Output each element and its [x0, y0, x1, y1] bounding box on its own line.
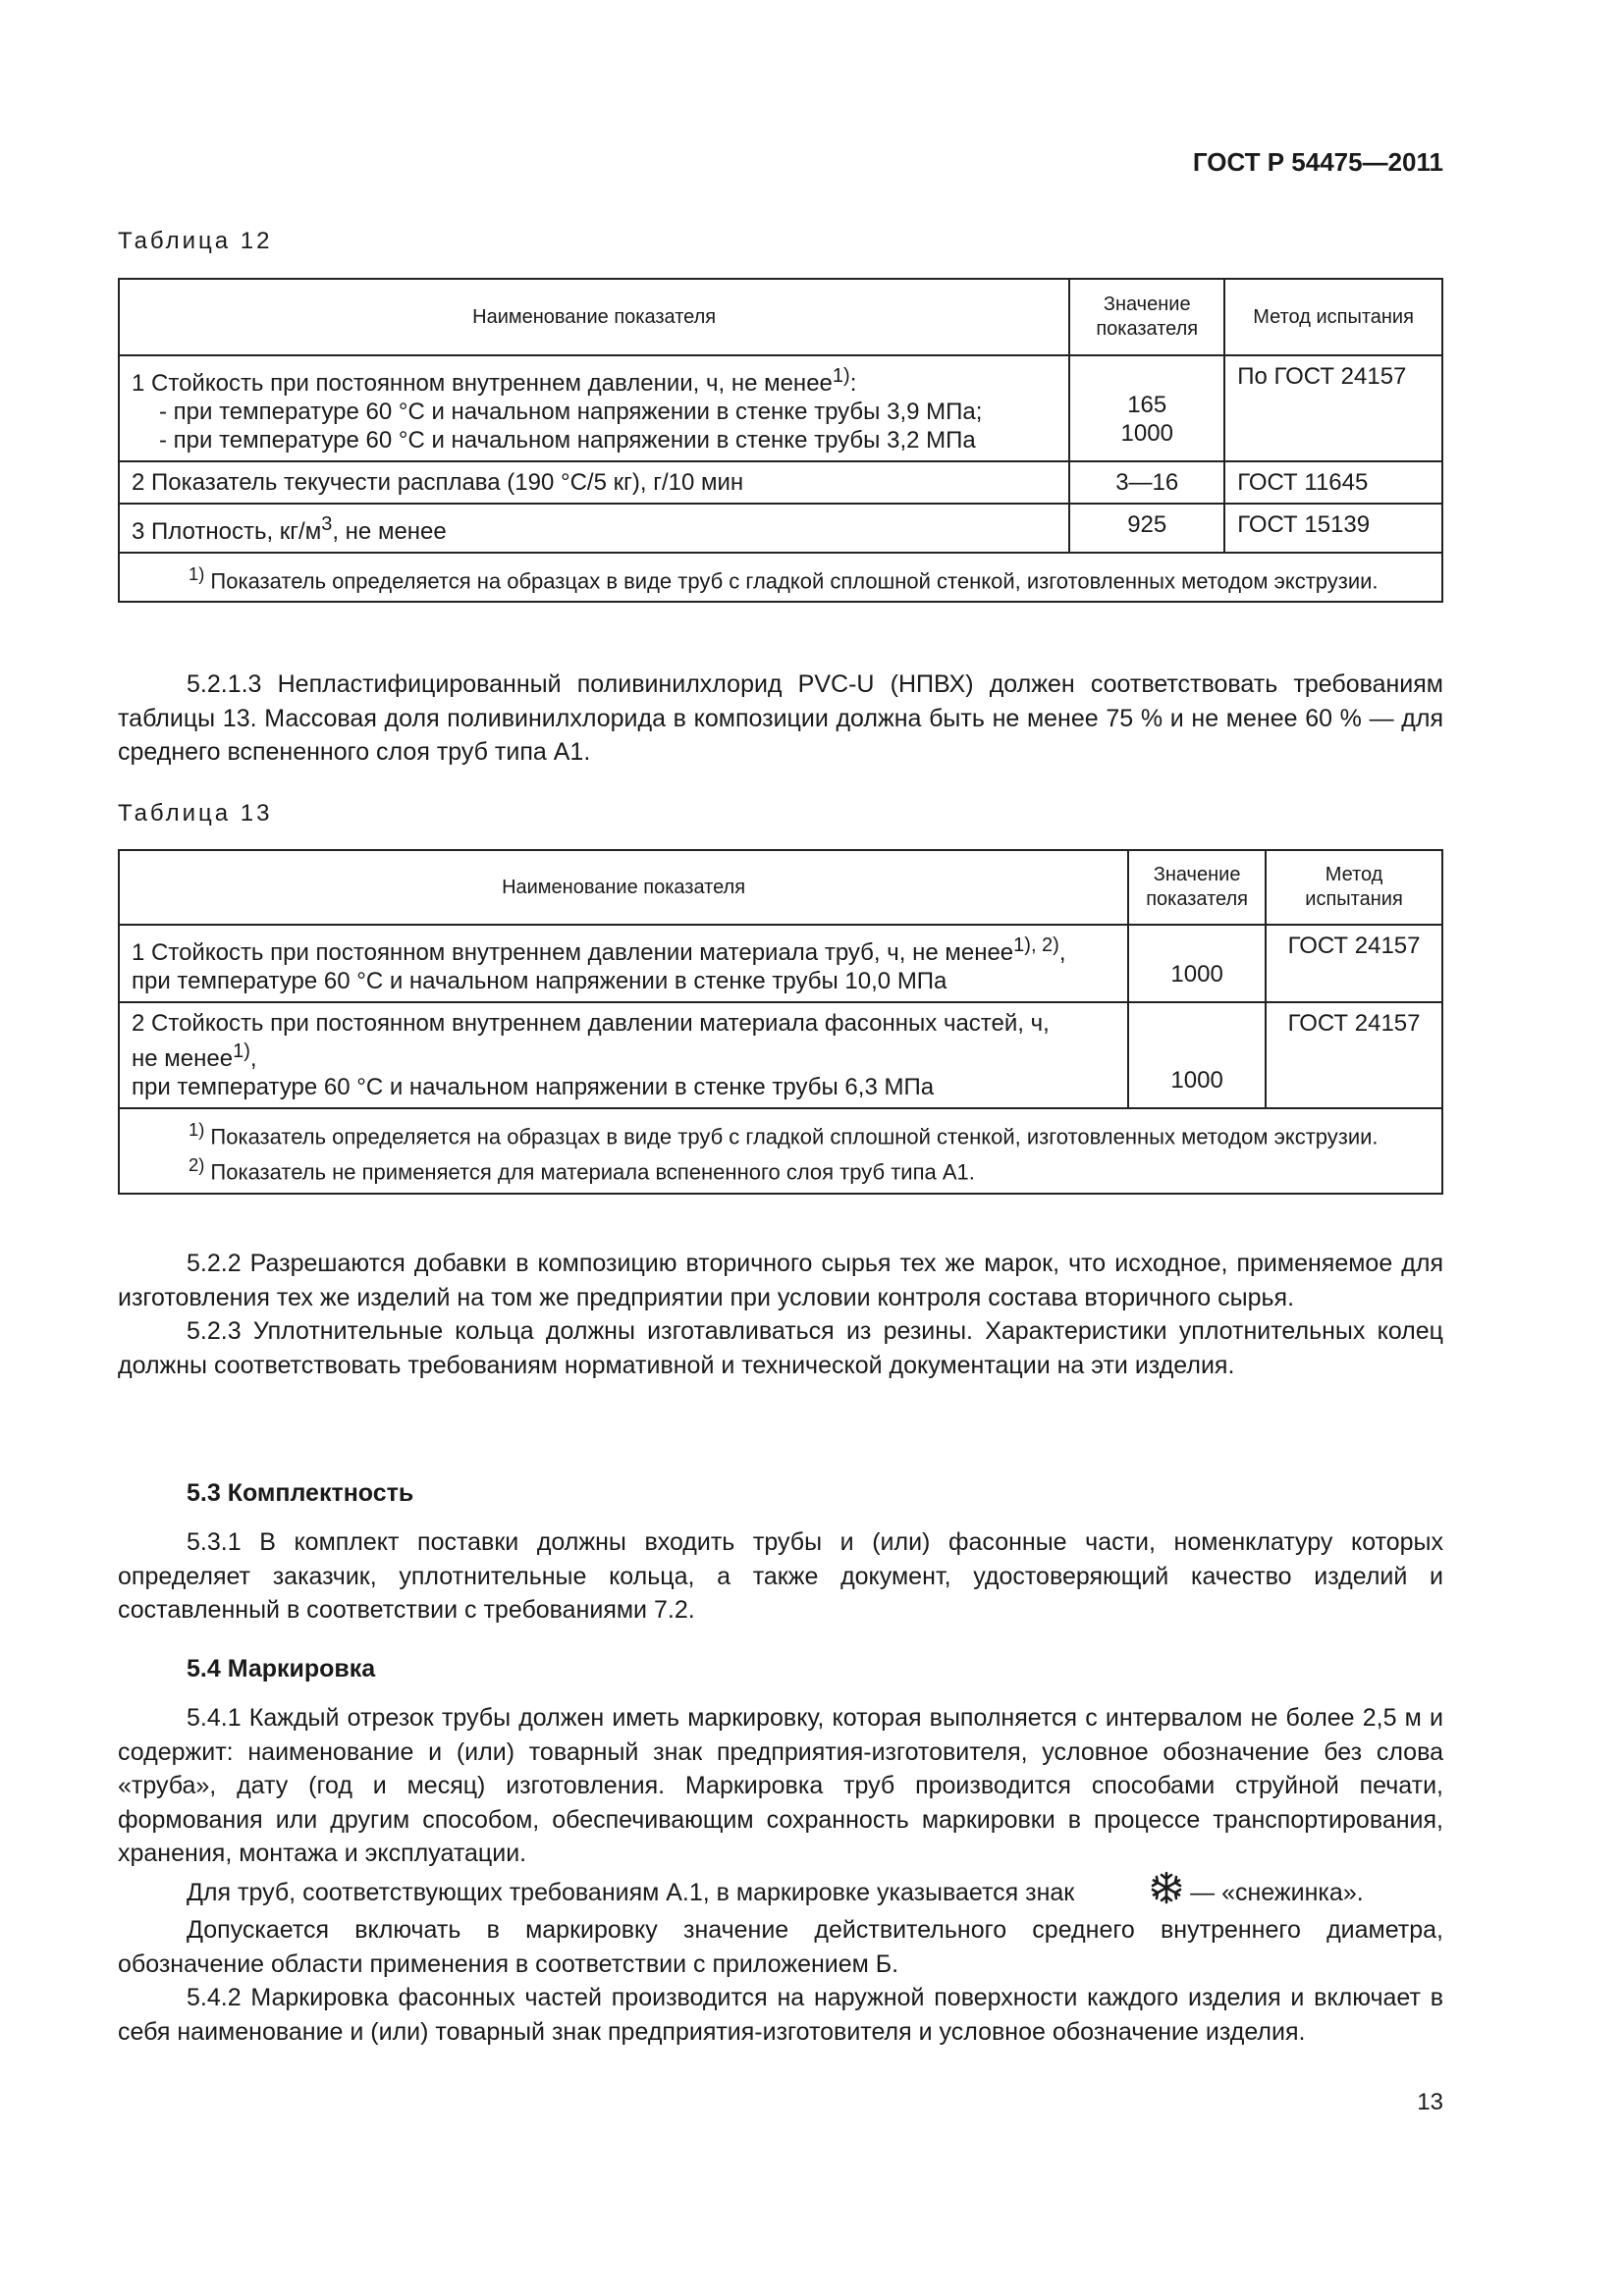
row-name-text: не менее	[132, 1045, 234, 1072]
column-header-method-line2: испытания	[1305, 888, 1403, 910]
column-header-value-line1: Значение	[1103, 294, 1191, 315]
value-2: 1000	[1120, 420, 1173, 447]
row-value	[1128, 1002, 1266, 1108]
table-row	[119, 925, 1442, 1002]
paragraph-5-2-2-5-2-3	[118, 1247, 1443, 1382]
value: 1000	[1170, 1067, 1223, 1094]
column-header-value	[1069, 279, 1224, 355]
row-name-text: ,	[1058, 939, 1066, 966]
row-method: По ГОСТ 24157	[1224, 355, 1442, 461]
paragraph-5-4-1-c: Допускается включать в маркировку значение действительного среднего внутреннего диаметра, обозначение области применения в соответствии с приложением Б.	[118, 1916, 1443, 1978]
table-13-caption: Таблица 13	[118, 800, 273, 827]
row-name	[119, 355, 1069, 461]
table-row	[119, 355, 1442, 461]
paragraph-5-2-3: 5.2.3 Уплотнительные кольца должны изготавливаться из резины. Характеристики уплотнительных колец должны соответствовать требованиям нормативной и технической документации на эти изделия.	[118, 1317, 1443, 1379]
row-name	[119, 925, 1128, 1002]
row-name	[119, 504, 1069, 553]
value-1: 165	[1127, 392, 1167, 418]
footnote-ref: 1)	[233, 1041, 250, 1062]
column-header-method	[1266, 850, 1442, 925]
table-row	[119, 504, 1442, 553]
footnote-mark: 1)	[189, 563, 205, 584]
footnote-2	[132, 1150, 1430, 1186]
table-header-row	[119, 850, 1442, 925]
row-method: ГОСТ 11645	[1224, 461, 1442, 504]
footnote-mark: 1)	[189, 1119, 205, 1140]
snowflake-icon	[1081, 1871, 1183, 1914]
row-title: 1 Стойкость при постоянном внутреннем давлении, ч, не менее	[132, 370, 833, 397]
row-name-text: 1 Стойкость при постоянном внутреннем давлении материала труб, ч, не менее	[132, 939, 1014, 966]
footnote-mark: 2)	[189, 1154, 205, 1176]
row-condition: при температуре 60 °С и начальном напряжении в стенке трубы 10,0 МПа	[132, 968, 947, 994]
row-value	[1069, 355, 1224, 461]
column-header-value	[1128, 850, 1266, 925]
paragraph-5-2-2: 5.2.2 Разрешаются добавки в композицию вторичного сырья тех же марок, что исходное, применяемое для изготовления тех же изделий на том же предприятии при условии контроля состава вторичного сырья.	[118, 1250, 1443, 1311]
value: 1000	[1170, 961, 1223, 988]
table-12	[118, 278, 1443, 603]
table-row	[119, 461, 1442, 504]
table-footnote	[119, 553, 1442, 602]
paragraph-snowflake	[118, 1871, 1443, 1914]
column-header-name: Наименование показателя	[119, 850, 1128, 925]
table-note-row	[119, 1108, 1442, 1194]
row-name: 2 Показатель текучести расплава (190 °С/5 кг), г/10 мин	[119, 461, 1069, 504]
paragraph-5-3-1	[118, 1525, 1443, 1628]
footnote-text: Показатель определяется на образцах в виде труб с гладкой сплошной стенкой, изготовленных методом экструзии.	[204, 1124, 1379, 1149]
snowflake-text-b: — «снежинка».	[1190, 1878, 1364, 1906]
row-name-text: 2 Стойкость при постоянном внутреннем давлении материала фасонных частей, ч,	[132, 1010, 1050, 1037]
superscript: 3	[321, 513, 333, 535]
footnote-ref: 1)	[832, 365, 850, 387]
paragraph-5-4	[118, 1701, 1443, 2049]
paragraph-5-2-1-3	[118, 667, 1443, 770]
row-title-colon: :	[849, 370, 857, 397]
snowflake-text-a: Для труб, соответствующих требованиям А.1, в маркировке указывается знак	[187, 1878, 1075, 1906]
section-heading-5-4: 5.4 Маркировка	[187, 1655, 376, 1682]
footnote-text: Показатель не применяется для материала вспененного слоя труб типа А1.	[204, 1159, 975, 1185]
footnote-1	[132, 1115, 1430, 1150]
section-heading-5-3: 5.3 Комплектность	[187, 1479, 414, 1507]
paragraph-text: 5.3.1 В комплект поставки должны входить трубы и (или) фасонные части, номенклатуру которых определяет заказчик, уплотнительные кольца, а также документ, удостоверяющий качество изделий и составленный в соответствии с требованиями 7.2.	[118, 1528, 1443, 1624]
table-footnotes	[119, 1108, 1442, 1194]
row-name-text: , не менее	[332, 518, 447, 545]
row-method: ГОСТ 24157	[1266, 1002, 1442, 1108]
column-header-method-line1: Метод	[1325, 864, 1383, 885]
table-row	[119, 1002, 1442, 1108]
table-12-caption: Таблица 12	[118, 228, 273, 254]
footnote-text: Показатель определяется на образцах в виде труб с гладкой сплошной стенкой, изготовленных методом экструзии.	[204, 568, 1379, 594]
footnote-ref: 1), 2)	[1013, 934, 1059, 956]
column-header-value-line1: Значение	[1153, 864, 1241, 885]
row-name-text: ,	[249, 1045, 257, 1072]
row-subitem: - при температуре 60 °С и начальном напряжении в стенке трубы 3,2 МПа	[159, 427, 976, 454]
column-header-value-line2: показателя	[1096, 318, 1199, 340]
column-header-method: Метод испытания	[1224, 279, 1442, 355]
table-header-row	[119, 279, 1442, 355]
row-method: ГОСТ 24157	[1266, 925, 1442, 1002]
row-subitem: - при температуре 60 °С и начальном напряжении в стенке трубы 3,9 МПа;	[159, 399, 983, 425]
row-name-text: 3 Плотность, кг/м	[132, 518, 322, 545]
table-13	[118, 849, 1443, 1195]
paragraph-5-4-1: 5.4.1 Каждый отрезок трубы должен иметь маркировку, которая выполняется с интервалом не более 2,5 м и содержит: наименование и (или) товарный знак предприятия-изготовителя, условное обозначение без слова «труба», дату (год и месяц) изготовления. Маркировка труб производится способами струйной печати, формования или другим способом, обеспечивающим сохранность маркировки в процессе транспортирования, хранения, монтажа и эксплуатации.	[118, 1704, 1443, 1867]
row-name	[119, 1002, 1128, 1108]
column-header-name: Наименование показателя	[119, 279, 1069, 355]
row-value: 3—16	[1069, 461, 1224, 504]
row-value	[1128, 925, 1266, 1002]
row-value: 925	[1069, 504, 1224, 553]
row-condition: при температуре 60 °С и начальном напряжении в стенке трубы 6,3 МПа	[132, 1074, 935, 1100]
page-number: 13	[1417, 2089, 1443, 2115]
row-method: ГОСТ 15139	[1224, 504, 1442, 553]
table-note-row	[119, 553, 1442, 602]
paragraph-5-4-2: 5.4.2 Маркировка фасонных частей производится на наружной поверхности каждого изделия и включает в себя наименование и (или) товарный знак предприятия-изготовителя и условное обозначение изделия.	[118, 1984, 1443, 2046]
column-header-value-line2: показателя	[1146, 888, 1248, 910]
document-code: ГОСТ Р 54475—2011	[1192, 147, 1443, 177]
paragraph-text: 5.2.1.3 Непластифицированный поливинилхлорид PVC-U (НПВХ) должен соответствовать требованиям таблицы 13. Массовая доля поливинилхлорида в композиции должна быть не менее 75 % и не менее 60 % — для среднего вспененного слоя труб типа А1.	[118, 670, 1443, 766]
